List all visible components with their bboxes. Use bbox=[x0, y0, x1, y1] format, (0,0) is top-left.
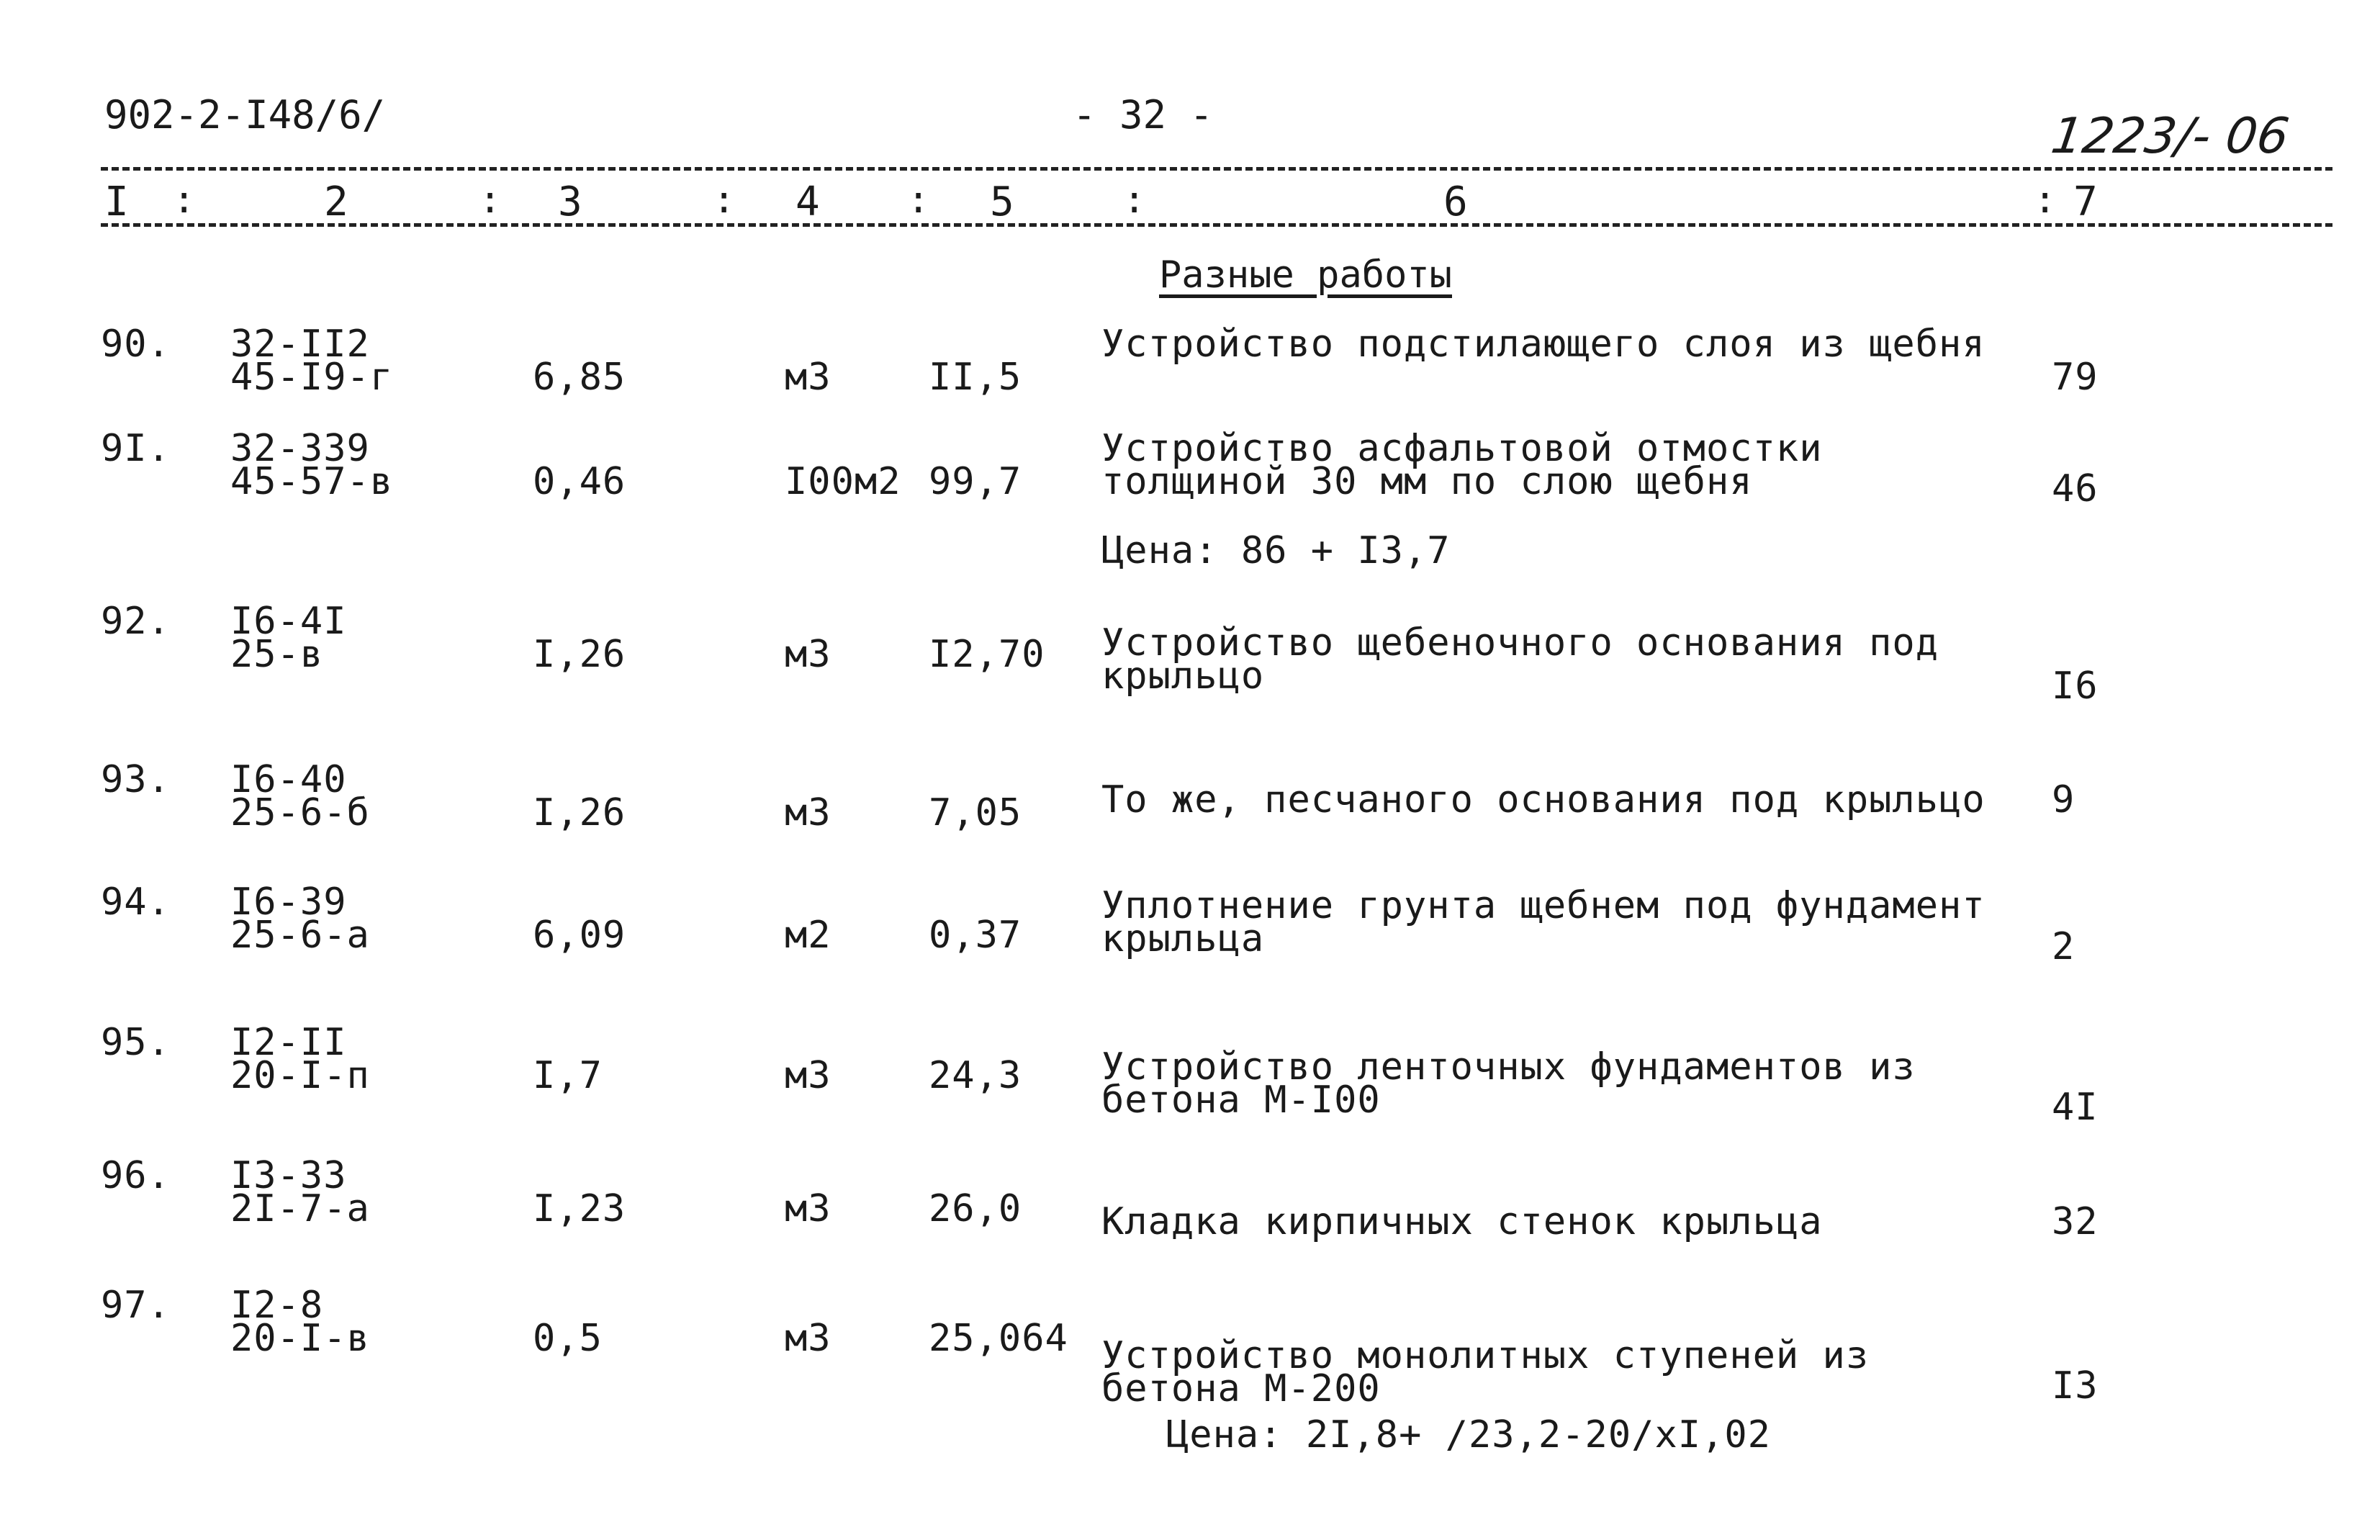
unit-price: 25,064 bbox=[929, 1317, 1068, 1360]
unit: м3 bbox=[785, 356, 831, 399]
work-description: Уплотнение грунта щебнем под фундамент крыльца bbox=[1101, 884, 1985, 960]
quantity: 0,46 bbox=[533, 460, 626, 503]
quantity: I,23 bbox=[533, 1187, 626, 1230]
unit: м3 bbox=[785, 791, 831, 834]
row-number: 90. bbox=[101, 323, 171, 366]
price-code: 2I-7-а bbox=[230, 1187, 370, 1230]
price-code: 45-I9-г bbox=[230, 356, 394, 399]
norm-code: I6-40 bbox=[230, 758, 347, 801]
column-header-2: 2 bbox=[324, 179, 348, 225]
row-number: 93. bbox=[101, 758, 171, 801]
quantity: 6,85 bbox=[533, 356, 626, 399]
unit-price: 26,0 bbox=[929, 1187, 1022, 1230]
norm-code: I6-39 bbox=[230, 881, 347, 924]
quantity: I,7 bbox=[533, 1054, 603, 1097]
total-cost: I3 bbox=[2052, 1364, 2099, 1408]
header-divider-top bbox=[101, 167, 2332, 171]
page-number: - 32 - bbox=[1073, 92, 1214, 138]
row-number: 95. bbox=[101, 1021, 171, 1064]
total-cost: 79 bbox=[2052, 356, 2099, 399]
column-header-4: 4 bbox=[795, 179, 820, 225]
work-description: Кладка кирпичных стенок крыльца bbox=[1101, 1200, 1823, 1243]
column-header-6: 6 bbox=[1443, 179, 1468, 225]
row-number: 97. bbox=[101, 1284, 171, 1327]
total-cost: 32 bbox=[2052, 1200, 2099, 1243]
total-cost: 46 bbox=[2052, 467, 2099, 510]
norm-code: I6-4I bbox=[230, 600, 347, 643]
norm-code: 32-339 bbox=[230, 427, 370, 470]
document-code: 902-2-I48/6/ bbox=[104, 92, 386, 138]
work-description: Устройство монолитных ступеней из бетона М-200 bbox=[1101, 1334, 1870, 1410]
unit: м3 bbox=[785, 633, 831, 676]
work-description: То же, песчаного основания под крыльцо bbox=[1101, 778, 1985, 821]
price-code: 45-57-в bbox=[230, 460, 394, 503]
column-separator: : bbox=[479, 179, 502, 222]
unit: м3 bbox=[785, 1054, 831, 1097]
quantity: I,26 bbox=[533, 791, 626, 834]
unit: м2 bbox=[785, 914, 831, 957]
total-cost: 9 bbox=[2052, 778, 2075, 821]
work-description: Устройство щебеночного основания под крыльцо bbox=[1101, 621, 1939, 698]
column-header-3: 3 bbox=[558, 179, 582, 225]
column-separator: : bbox=[1123, 179, 1146, 222]
column-header-7: 7 bbox=[2073, 179, 2098, 225]
norm-code: 32-II2 bbox=[230, 323, 370, 366]
unit-price: 24,3 bbox=[929, 1054, 1022, 1097]
unit-price: 7,05 bbox=[929, 791, 1022, 834]
work-description: Устройство асфальтовой отмостки толщиной 30 мм по слою щебня bbox=[1101, 427, 1823, 503]
unit-price: 99,7 bbox=[929, 460, 1022, 503]
price-code: 20-I-п bbox=[230, 1054, 370, 1097]
unit-price: 0,37 bbox=[929, 914, 1022, 957]
row-number: 96. bbox=[101, 1154, 171, 1197]
norm-code: I3-33 bbox=[230, 1154, 347, 1197]
header-divider-bottom bbox=[101, 223, 2332, 227]
norm-code: I2-II bbox=[230, 1021, 347, 1064]
column-separator: : bbox=[713, 179, 736, 222]
column-separator: : bbox=[907, 179, 930, 222]
work-description: Устройство ленточных фундаментов из бетона М-I00 bbox=[1101, 1045, 1916, 1122]
price-code: 25-в bbox=[230, 633, 324, 676]
column-separator: : bbox=[173, 179, 196, 222]
price-code: 25-6-б bbox=[230, 791, 370, 834]
norm-code: I2-8 bbox=[230, 1284, 324, 1327]
total-cost: I6 bbox=[2052, 665, 2099, 708]
archive-number: 1223/- 06 bbox=[2047, 108, 2293, 165]
row-number: 9I. bbox=[101, 427, 171, 470]
quantity: 6,09 bbox=[533, 914, 626, 957]
row-number: 94. bbox=[101, 881, 171, 924]
unit-price: I2,70 bbox=[929, 633, 1045, 676]
price-code: 25-6-а bbox=[230, 914, 370, 957]
row-number: 92. bbox=[101, 600, 171, 643]
unit: м3 bbox=[785, 1187, 831, 1230]
section-title: Разные работы bbox=[1159, 253, 1452, 297]
column-header-1: I bbox=[104, 179, 129, 225]
unit-price: II,5 bbox=[929, 356, 1022, 399]
work-description: Устройство подстилающего слоя из щебня bbox=[1101, 323, 1985, 366]
unit: м3 bbox=[785, 1317, 831, 1360]
price-note: Цена: 86 + I3,7 bbox=[1101, 529, 1451, 572]
price-code: 20-I-в bbox=[230, 1317, 370, 1360]
column-separator: : bbox=[2034, 179, 2057, 222]
quantity: 0,5 bbox=[533, 1317, 603, 1360]
total-cost: 4I bbox=[2052, 1086, 2099, 1129]
column-header-5: 5 bbox=[990, 179, 1014, 225]
price-note: Цена: 2I,8+ /23,2-20/xI,02 bbox=[1166, 1413, 1771, 1456]
total-cost: 2 bbox=[2052, 925, 2075, 968]
unit: I00м2 bbox=[785, 460, 901, 503]
quantity: I,26 bbox=[533, 633, 626, 676]
